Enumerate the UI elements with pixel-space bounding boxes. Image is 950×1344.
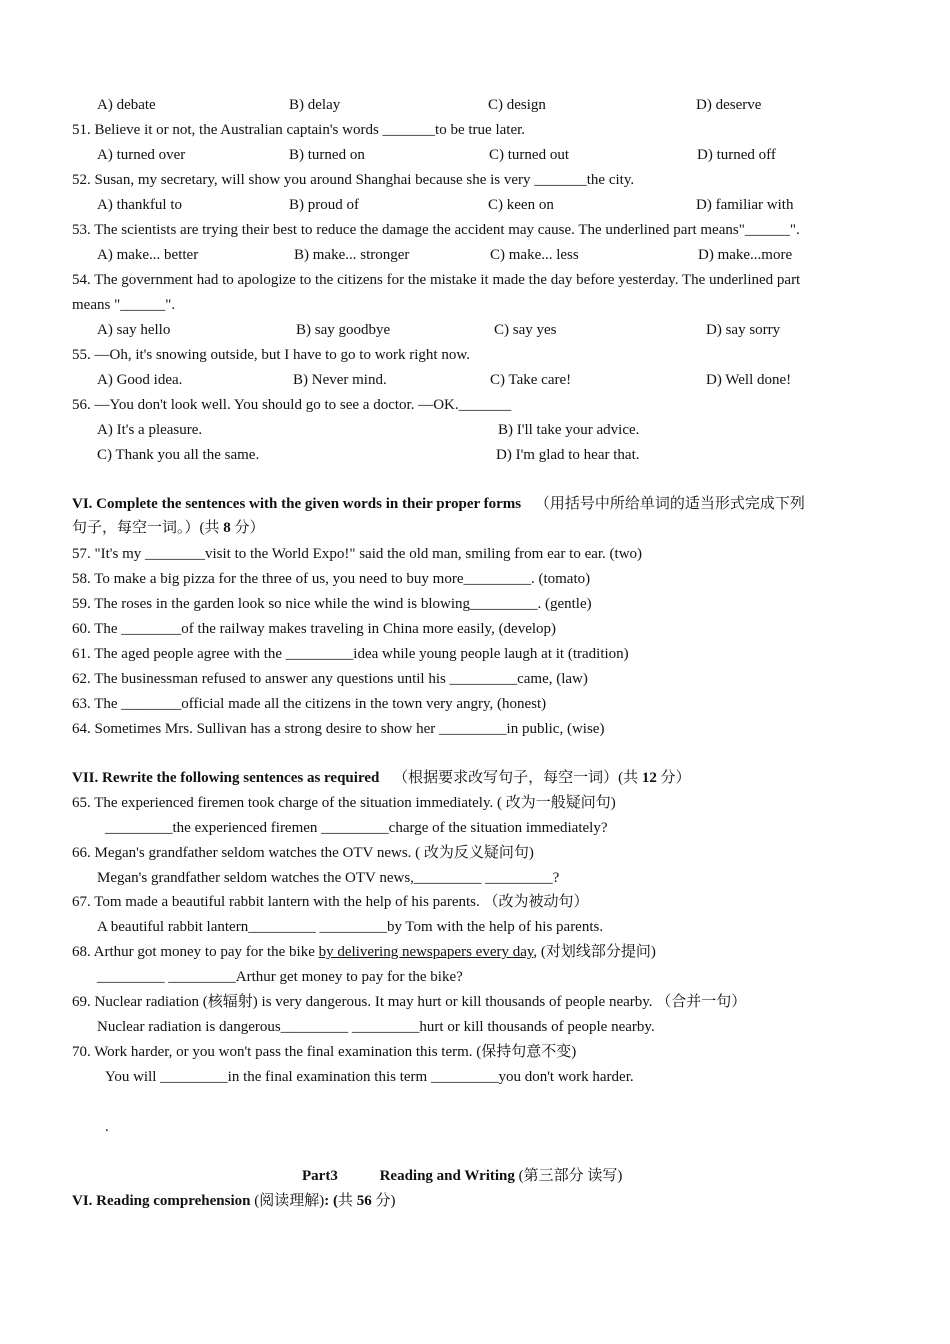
q53-option-c: C) make... less <box>490 247 579 263</box>
q50-option-c: C) design <box>488 97 546 113</box>
q51-option-d: D) turned off <box>697 147 776 163</box>
q54-option-c: C) say yes <box>494 322 557 338</box>
q60: 60. The ________of the railway makes traveling in China more easily, (develop) <box>72 621 557 637</box>
q67: 67. Tom made a beautiful rabbit lantern with the help of his parents. （改为被动句） <box>72 894 589 910</box>
q56-stem: 56. —You don't look well. You should go to see a doctor. —OK._______ <box>72 397 512 413</box>
q63: 63. The ________official made all the citizens in the town very angry, (honest) <box>72 696 547 712</box>
q62: 62. The businessman refused to answer any questions until his _________came, (law) <box>72 671 588 687</box>
part3-heading <box>302 1167 622 1185</box>
q53-stem: 53. The scientists are trying their best to reduce the damage the accident may cause. The underlined part means"______". <box>72 222 800 238</box>
part3-title: Reading and Writing <box>379 1168 515 1184</box>
reading-points: 56 <box>356 1193 372 1209</box>
q67-answer-line: A beautiful rabbit lantern_________ _________by Tom with the help of his parents. <box>97 919 604 935</box>
section6-heading-line1 <box>72 495 805 513</box>
q51-option-c: C) turned out <box>489 147 569 163</box>
q54-stem-line1: 54. The government had to apologize to the citizens for the mistake it made the day before yesterday. The underlined part <box>72 272 801 288</box>
q56-option-d: D) I'm glad to hear that. <box>496 447 640 463</box>
q65: 65. The experienced firemen took charge of the situation immediately. ( 改为一般疑问句) <box>72 795 616 811</box>
q55-option-a: A) Good idea. <box>97 372 183 388</box>
q61: 61. The aged people agree with the _________idea while young people laugh at it (tradition) <box>72 646 629 662</box>
q58: 58. To make a big pizza for the three of us, you need to buy more_________. (tomato) <box>72 571 591 587</box>
section7-points: 12 <box>641 770 657 786</box>
q68 <box>72 943 656 961</box>
q50-option-d: D) deserve <box>696 97 762 113</box>
q64: 64. Sometimes Mrs. Sullivan has a strong desire to show her _________in public, (wise) <box>72 721 605 737</box>
q52-option-b: B) proud of <box>289 197 359 213</box>
q53-option-b: B) make... stronger <box>294 247 410 263</box>
q50-option-b: B) delay <box>289 97 341 113</box>
q66: 66. Megan's grandfather seldom watches the OTV news. ( 改为反义疑问句) <box>72 845 534 861</box>
reading-heading-colon: : ( <box>324 1193 338 1209</box>
q68-instruction: , (对划线部分提问) <box>533 944 656 960</box>
q69-answer-line: Nuclear radiation is dangerous_________ _________hurt or kill thousands of people nearby. <box>97 1019 655 1035</box>
q68-answer-line: _________ _________Arthur get money to pay for the bike? <box>97 969 463 985</box>
q55-option-b: B) Never mind. <box>293 372 387 388</box>
q54-option-d: D) say sorry <box>706 322 781 338</box>
section6-instruction-cn-2: 句子，每空一词。）(共 <box>72 520 224 536</box>
q69: 69. Nuclear radiation (核辐射) is very dangerous. It may hurt or kill thousands of people nearby. （合并一句） <box>72 994 747 1010</box>
q52-stem: 52. Susan, my secretary, will show you around Shanghai because she is very _______the city. <box>72 172 635 188</box>
q65-answer-line: _________the experienced firemen _________charge of the situation immediately? <box>105 820 608 836</box>
q56-option-b: B) I'll take your advice. <box>498 422 640 438</box>
section6-points: 8 <box>223 520 231 536</box>
section7-points-unit: 分） <box>656 770 691 786</box>
section6-heading: VI. Complete the sentences with the given words in their proper forms <box>72 496 522 512</box>
q55-option-c: C) Take care! <box>490 372 572 388</box>
section6-points-unit: 分） <box>230 520 265 536</box>
reading-points-unit: 分) <box>371 1193 396 1209</box>
reading-heading <box>72 1192 396 1210</box>
section6-instruction-cn: （用括号中所给单词的适当形式完成下列 <box>534 496 805 512</box>
reading-heading-en: VI. Reading comprehension <box>72 1193 251 1209</box>
q68-underlined-part: by delivering newspapers every day <box>318 944 534 960</box>
part3-title-cn: (第三部分 读写) <box>514 1168 623 1184</box>
q52-option-c: C) keen on <box>488 197 554 213</box>
q66-answer-line: Megan's grandfather seldom watches the OTV news,_________ _________? <box>97 870 560 886</box>
q70: 70. Work harder, or you won't pass the final examination this term. (保持句意不变) <box>72 1044 577 1060</box>
section7-heading-line <box>72 769 691 787</box>
q56-option-c: C) Thank you all the same. <box>97 447 260 463</box>
section7-instruction-cn: （根据要求改写句子，每空一词）(共 <box>393 770 642 786</box>
q56-option-a: A) It's a pleasure. <box>97 422 203 438</box>
q53-option-d: D) make...more <box>698 247 793 263</box>
q55-option-d: D) Well done! <box>706 372 792 388</box>
stray-dot: . <box>105 1119 109 1135</box>
part3-label: Part3 <box>302 1168 338 1184</box>
q51-option-b: B) turned on <box>289 147 365 163</box>
reading-points-label: 共 <box>338 1193 357 1209</box>
q51-option-a: A) turned over <box>97 147 186 163</box>
q54-stem-line2: means "______". <box>72 297 176 313</box>
section6-heading-line2 <box>72 519 265 537</box>
q57: 57. "It's my ________visit to the World Expo!" said the old man, smiling from ear to ear. (two) <box>72 546 643 562</box>
q54-option-b: B) say goodbye <box>296 322 391 338</box>
q59: 59. The roses in the garden look so nice while the wind is blowing_________. (gentle) <box>72 596 592 612</box>
q68-stem: 68. Arthur got money to pay for the bike <box>72 944 319 960</box>
q50-option-a: A) debate <box>97 97 156 113</box>
q52-option-a: A) thankful to <box>97 197 182 213</box>
q70-answer-line: You will _________in the final examination this term _________you don't work harder. <box>105 1069 634 1085</box>
q52-option-d: D) familiar with <box>696 197 794 213</box>
q54-option-a: A) say hello <box>97 322 171 338</box>
reading-heading-cn: (阅读理解) <box>250 1193 325 1209</box>
section7-heading: VII. Rewrite the following sentences as required <box>72 770 380 786</box>
q53-option-a: A) make... better <box>97 247 199 263</box>
q55-stem: 55. —Oh, it's snowing outside, but I have to go to work right now. <box>72 347 470 363</box>
q51-stem: 51. Believe it or not, the Australian captain's words _______to be true later. <box>72 122 526 138</box>
